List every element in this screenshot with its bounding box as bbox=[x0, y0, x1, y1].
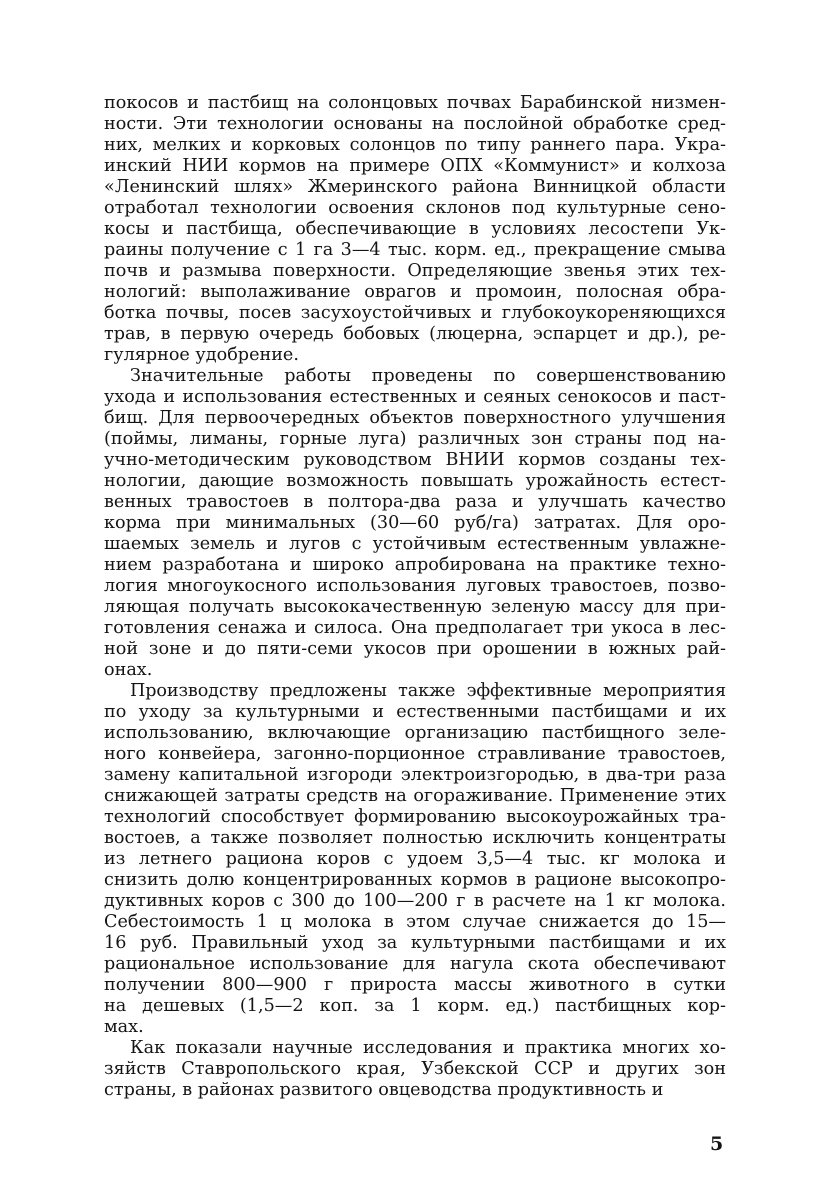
text-line: нологии, дающие возможность повышать урожайность естест- bbox=[104, 471, 726, 491]
text-line: ухода и использования естественных и сеяных сенокосов и паст- bbox=[104, 387, 726, 407]
text-line: корма при минимальных (30—60 руб/га) затратах. Для оро- bbox=[104, 513, 726, 533]
text-line: снизить долю концентрированных кормов в рационе высокопро- bbox=[104, 870, 726, 890]
text-line: получении 800—900 г прироста массы животного в сутки bbox=[104, 975, 726, 995]
text-line: ляющая получать высококачественную зеленую массу для при- bbox=[104, 597, 726, 617]
text-line: «Ленинский шлях» Жмеринского района Винницкой области bbox=[104, 177, 726, 197]
text-line: Себестоимость 1 ц молока в этом случае снижается до 15— bbox=[104, 912, 726, 932]
text-line: них, мелких и корковых солонцов по типу раннего пара. Укра- bbox=[104, 135, 726, 155]
text-line: страны, в районах развитого овцеводства продуктивность и bbox=[104, 1080, 664, 1100]
text-line: инский НИИ кормов на примере ОПХ «Коммунист» и колхоза bbox=[104, 156, 726, 176]
text-line: шаемых земель и лугов с устойчивым естественным увлажне- bbox=[104, 534, 726, 554]
text-line: раины получение с 1 га 3—4 тыс. корм. ед., прекращение смыва bbox=[104, 240, 726, 260]
text-line: готовления сенажа и силоса. Она предполагает три укоса в лес- bbox=[104, 618, 726, 638]
text-line: ного конвейера, загонно-порционное стравливание травостоев, bbox=[104, 744, 726, 764]
paragraph bbox=[104, 681, 726, 1038]
page-number: 5 bbox=[710, 1133, 724, 1155]
text-line: из летнего рациона коров с удоем 3,5—4 тыс. кг молока и bbox=[104, 849, 726, 869]
text-line: рациональное использование для нагула скота обеспечивают bbox=[104, 954, 726, 974]
text-line: дуктивных коров с 300 до 100—200 г в расчете на 1 кг молока. bbox=[104, 891, 726, 911]
text-line: венных травостоев в полтора-два раза и улучшать качество bbox=[104, 492, 726, 512]
paragraph bbox=[104, 1038, 726, 1101]
text-line: ности. Эти технологии основаны на послойной обработке сред- bbox=[104, 114, 726, 134]
text-line: зяйств Ставропольского края, Узбекской ССР и других зон bbox=[104, 1059, 726, 1079]
text-line: гулярное удобрение. bbox=[104, 345, 299, 365]
text-line: мах. bbox=[104, 1017, 144, 1037]
text-line: бищ. Для первоочередных объектов поверхностного улучшения bbox=[104, 408, 726, 428]
text-line: Как показали научные исследования и практика многих хо- bbox=[130, 1038, 726, 1058]
text-line: технологий способствует формированию высокоурожайных тра- bbox=[104, 807, 726, 827]
text-line: трав, в первую очередь бобовых (люцерна, эспарцет и др.), ре- bbox=[104, 324, 726, 344]
paragraph bbox=[104, 93, 726, 366]
text-line: на дешевых (1,5—2 коп. за 1 корм. ед.) пастбищных кор- bbox=[104, 996, 726, 1016]
text-line: по уходу за культурными и естественными пастбищами и их bbox=[104, 702, 726, 722]
text-line: онах. bbox=[104, 660, 153, 680]
paragraph bbox=[104, 366, 726, 681]
text-line: покосов и пастбищ на солонцовых почвах Барабинской низмен- bbox=[104, 93, 726, 113]
text-line: нологий: выполаживание оврагов и промоин, полосная обра- bbox=[104, 282, 726, 302]
text-line: логия многоукосного использования луговых травостоев, позво- bbox=[104, 576, 726, 596]
text-line: Производству предложены также эффективные мероприятия bbox=[130, 681, 726, 701]
text-line: использованию, включающие организацию пастбищного зеле- bbox=[104, 723, 726, 743]
text-line: учно-методическим руководством ВНИИ кормов созданы тех- bbox=[104, 450, 726, 470]
text-line: ной зоне и до пяти-семи укосов при орошении в южных рай- bbox=[104, 639, 726, 659]
text-line: Значительные работы проведены по совершенствованию bbox=[130, 366, 726, 386]
text-line: ботка почвы, посев засухоустойчивых и глубокоукореняющихся bbox=[104, 303, 726, 323]
text-line: косы и пастбища, обеспечивающие в условиях лесостепи Ук- bbox=[104, 219, 726, 239]
text-line: востоев, а также позволяет полностью исключить концентраты bbox=[104, 828, 726, 848]
text-line: нием разработана и широко апробирована на практике техно- bbox=[104, 555, 726, 575]
text-line: отработал технологии освоения склонов под культурные сено- bbox=[104, 198, 726, 218]
text-line: снижающей затраты средств на огораживание. Применение этих bbox=[104, 786, 726, 806]
text-line: 16 руб. Правильный уход за культурными пастбищами и их bbox=[104, 933, 726, 953]
text-line: (поймы, лиманы, горные луга) различных зон страны под на- bbox=[104, 429, 726, 449]
text-line: почв и размыва поверхности. Определяющие звенья этих тех- bbox=[104, 261, 726, 281]
body-text bbox=[104, 93, 726, 1101]
text-line: замену капитальной изгороди электроизгородью, в два-три раза bbox=[104, 765, 726, 785]
